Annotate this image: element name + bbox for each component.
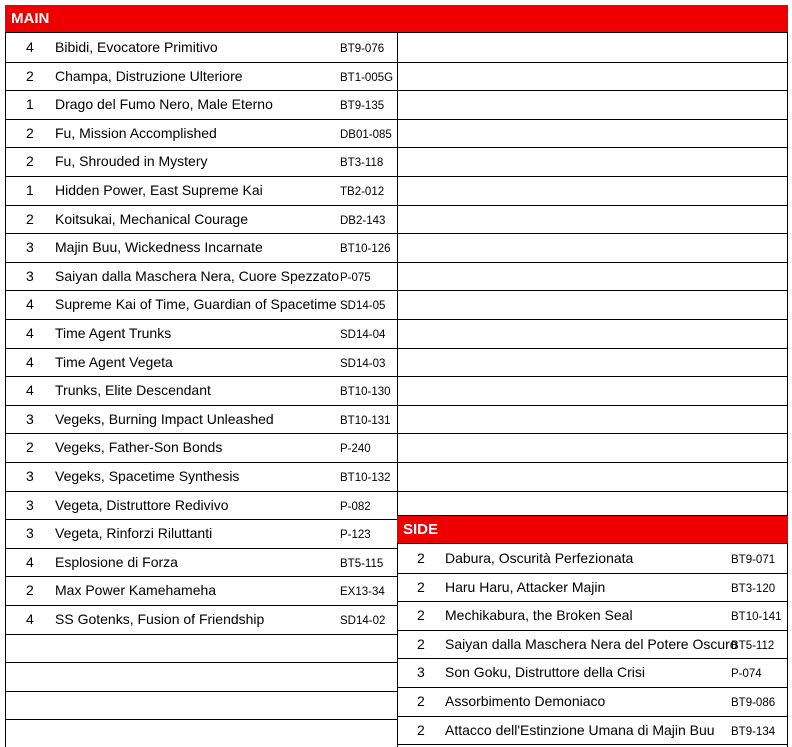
row-divider <box>397 233 788 234</box>
card-code: DB2-143 <box>340 214 386 227</box>
card-code: SD14-05 <box>340 300 386 313</box>
card-code: BT9-134 <box>731 725 776 738</box>
row-divider <box>397 462 788 463</box>
card-name: Dabura, Oscurità Perfezionata <box>445 550 634 566</box>
card-quantity: 4 <box>26 296 34 313</box>
card-code: BT10-131 <box>340 414 391 427</box>
row-divider <box>397 348 788 349</box>
card-name: Vegeta, Rinforzi Riluttanti <box>55 525 213 542</box>
card-name: Fu, Mission Accomplished <box>55 124 217 141</box>
row-divider <box>397 319 788 320</box>
row-divider <box>5 662 397 663</box>
card-name: Time Agent Vegeta <box>55 353 173 370</box>
card-code: TB2-012 <box>340 186 385 198</box>
card-name: Vegeks, Burning Impact Unleashed <box>55 410 274 427</box>
row-divider <box>397 62 788 63</box>
row-divider <box>5 634 397 635</box>
row-divider <box>397 573 788 574</box>
card-quantity: 3 <box>417 664 425 681</box>
card-quantity: 4 <box>26 353 34 370</box>
card-quantity: 2 <box>417 693 425 709</box>
row-divider <box>5 491 397 492</box>
card-quantity: 2 <box>417 721 425 738</box>
card-quantity: 3 <box>26 496 34 513</box>
card-name: Attacco dell'Estinzione Umana di Majin Buu <box>445 721 715 738</box>
card-quantity: 1 <box>26 182 34 198</box>
row-divider <box>5 376 397 377</box>
card-quantity: 2 <box>417 550 425 566</box>
card-quantity: 3 <box>26 239 34 256</box>
row-divider <box>397 262 788 263</box>
card-quantity: 3 <box>26 267 34 284</box>
row-divider <box>5 90 397 91</box>
row-divider <box>397 687 788 688</box>
row-divider <box>5 605 397 606</box>
side-section-header <box>397 515 788 544</box>
card-code: P-240 <box>340 443 371 456</box>
row-divider <box>397 290 788 291</box>
card-quantity: 4 <box>26 325 34 341</box>
row-divider <box>397 147 788 148</box>
card-code: SD14-04 <box>340 329 386 341</box>
row-divider <box>5 290 397 291</box>
card-code: SD14-03 <box>340 357 386 370</box>
row-divider <box>5 119 397 120</box>
card-quantity: 4 <box>26 553 34 570</box>
main-section-header <box>5 5 788 33</box>
card-code: BT3-118 <box>340 157 384 170</box>
row-divider <box>397 601 788 602</box>
row-divider <box>5 176 397 177</box>
column-divider <box>397 33 398 747</box>
row-divider <box>397 716 788 717</box>
side-section-title: SIDE <box>403 521 439 538</box>
main-section-title: MAIN <box>11 10 50 27</box>
row-divider <box>5 576 397 577</box>
row-divider <box>5 348 397 349</box>
card-code: P-074 <box>731 668 762 681</box>
card-code: BT5-115 <box>340 557 384 570</box>
row-divider <box>397 119 788 120</box>
row-divider <box>5 719 397 720</box>
card-quantity: 2 <box>26 439 34 456</box>
card-name: Koitsukai, Mechanical Courage <box>55 210 248 227</box>
row-divider <box>397 205 788 206</box>
row-divider <box>5 691 397 692</box>
card-quantity: 4 <box>26 382 34 399</box>
card-name: Esplosione di Forza <box>55 553 178 570</box>
card-code: BT1-005G <box>340 71 394 84</box>
card-quantity: 2 <box>26 67 34 84</box>
card-quantity: 2 <box>417 607 425 624</box>
card-name: Hidden Power, East Supreme Kai <box>55 182 263 198</box>
card-code: BT9-076 <box>340 43 385 55</box>
card-code: P-082 <box>340 500 371 513</box>
card-code: P-075 <box>340 271 371 284</box>
card-quantity: 2 <box>26 124 34 141</box>
card-quantity: 2 <box>26 582 34 599</box>
card-code: DB01-085 <box>340 128 392 141</box>
card-name: Majin Buu, Wickedness Incarnate <box>55 239 263 256</box>
card-code: BT10-141 <box>731 611 782 624</box>
card-name: Drago del Fumo Nero, Male Eterno <box>55 96 273 113</box>
row-divider <box>397 744 788 745</box>
card-name: Haru Haru, Attacker Majin <box>445 578 606 595</box>
card-name: Saiyan dalla Maschera Nera, Cuore Spezzato <box>55 267 340 284</box>
card-code: BT9-135 <box>340 100 385 113</box>
card-quantity: 1 <box>26 96 34 113</box>
card-quantity: 2 <box>417 635 425 652</box>
row-divider <box>397 376 788 377</box>
card-name: Champa, Distruzione Ulteriore <box>55 67 243 84</box>
card-code: BT9-071 <box>731 554 776 566</box>
card-quantity: 2 <box>26 153 34 170</box>
card-quantity: 3 <box>26 525 34 542</box>
card-name: Vegeks, Spacetime Synthesis <box>55 468 240 484</box>
row-divider <box>397 658 788 659</box>
card-quantity: 3 <box>26 468 34 484</box>
row-divider <box>397 630 788 631</box>
row-divider <box>5 405 397 406</box>
card-name: Fu, Shrouded in Mystery <box>55 153 208 170</box>
card-name: Trunks, Elite Descendant <box>55 382 211 399</box>
row-divider <box>397 491 788 492</box>
card-code: BT5-112 <box>731 639 775 652</box>
card-code: BT10-130 <box>340 386 391 399</box>
row-divider <box>397 433 788 434</box>
card-code: BT9-086 <box>731 697 776 709</box>
card-name: Bibidi, Evocatore Primitivo <box>55 39 218 55</box>
card-name: Assorbimento Demoniaco <box>445 693 606 709</box>
row-divider <box>5 262 397 263</box>
card-quantity: 2 <box>417 578 425 595</box>
card-quantity: 2 <box>26 210 34 227</box>
card-name: Max Power Kamehameha <box>55 582 217 599</box>
card-name: Vegeta, Distruttore Redivivo <box>55 496 229 513</box>
row-divider <box>5 433 397 434</box>
card-code: BT10-132 <box>340 472 391 484</box>
card-name: Vegeks, Father-Son Bonds <box>55 439 223 456</box>
row-divider <box>5 519 397 520</box>
card-name: SS Gotenks, Fusion of Friendship <box>55 611 265 627</box>
card-name: Time Agent Trunks <box>55 325 172 341</box>
card-code: BT10-126 <box>340 243 391 256</box>
card-code: P-123 <box>340 529 371 542</box>
card-quantity: 4 <box>26 39 34 55</box>
row-divider <box>5 462 397 463</box>
row-divider <box>397 405 788 406</box>
row-divider <box>5 548 397 549</box>
row-divider <box>397 176 788 177</box>
card-name: Mechikabura, the Broken Seal <box>445 607 633 624</box>
row-divider <box>5 205 397 206</box>
card-quantity: 4 <box>26 611 34 627</box>
card-code: SD14-02 <box>340 615 386 627</box>
row-divider <box>5 147 397 148</box>
row-divider <box>5 62 397 63</box>
card-name: Saiyan dalla Maschera Nera del Potere Oscuro <box>445 635 738 652</box>
card-name: Supreme Kai of Time, Guardian of Spacetime <box>55 296 337 313</box>
row-divider <box>397 90 788 91</box>
row-divider <box>5 233 397 234</box>
card-name: Son Goku, Distruttore della Crisi <box>445 664 645 681</box>
card-code: EX13-34 <box>340 586 385 599</box>
card-quantity: 3 <box>26 410 34 427</box>
card-code: BT3-120 <box>731 582 776 595</box>
row-divider <box>5 319 397 320</box>
